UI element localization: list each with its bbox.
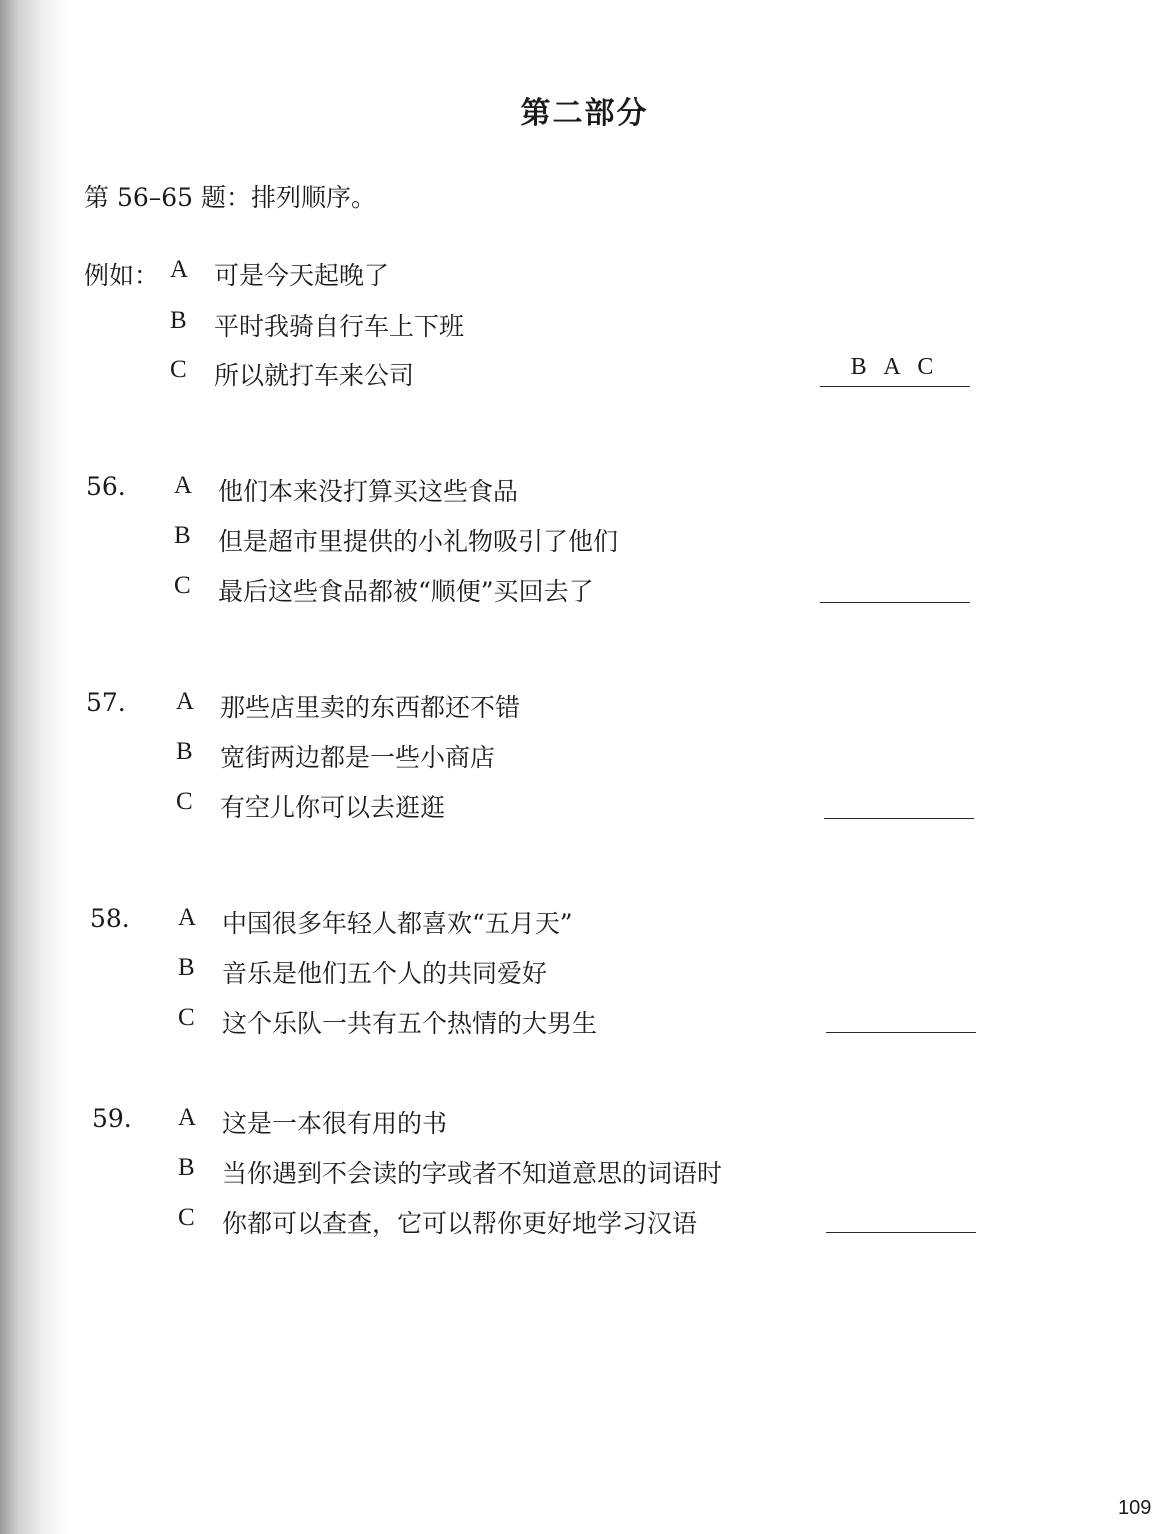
option-text: 但是超市里提供的小礼物吸引了他们 (218, 527, 619, 556)
answer-blank[interactable] (826, 1232, 976, 1233)
option-text: 他们本来没打算买这些食品 (218, 477, 519, 506)
option-letter: B (174, 522, 191, 549)
option-text: 最后这些食品都被“顺便”买回去了 (218, 577, 594, 606)
option-letter: C (178, 1004, 195, 1031)
page-number: 109 (1118, 1497, 1152, 1519)
option-letter: C (174, 572, 191, 599)
answer-blank[interactable] (824, 818, 974, 819)
option-text: 宽街两边都是一些小商店 (220, 743, 496, 772)
example-label: 例如： (84, 261, 160, 290)
question-number: 56. (86, 472, 126, 501)
option-text: 你都可以查查，它可以帮你更好地学习汉语 (222, 1209, 698, 1238)
option-text: 所以就打车来公司 (214, 361, 415, 390)
question-57 (0, 688, 1169, 838)
option-letter: C (176, 788, 193, 815)
answer-blank[interactable] (826, 1032, 976, 1033)
instruction-text: 第 56–65 题：排列顺序。 (84, 183, 377, 212)
option-text: 当你遇到不会读的字或者不知道意思的词语时 (222, 1159, 723, 1188)
example-block (0, 256, 1169, 406)
question-56 (0, 472, 1169, 622)
option-letter: B (178, 954, 195, 981)
answer-blank[interactable] (820, 602, 970, 603)
option-letter: B (170, 307, 187, 334)
option-text: 有空儿你可以去逛逛 (220, 793, 446, 822)
option-letter: B (176, 738, 193, 765)
option-text: 这个乐队一共有五个热情的大男生 (222, 1009, 598, 1038)
question-58 (0, 904, 1169, 1054)
option-text: 那些店里卖的东西都还不错 (220, 693, 521, 722)
question-number: 57. (86, 688, 126, 717)
question-number: 58. (90, 904, 130, 933)
option-letter: C (178, 1204, 195, 1231)
option-letter: A (170, 256, 189, 283)
option-text: 音乐是他们五个人的共同爱好 (222, 959, 548, 988)
example-answer: B A C (850, 354, 940, 380)
option-letter: A (176, 688, 195, 715)
section-title: 第二部分 (520, 96, 649, 131)
option-text: 可是今天起晚了 (214, 261, 390, 290)
option-text: 平时我骑自行车上下班 (214, 312, 465, 341)
question-number: 59. (92, 1104, 132, 1133)
option-letter: C (170, 356, 187, 383)
option-letter: A (178, 904, 197, 931)
option-text: 中国很多年轻人都喜欢“五月天” (222, 909, 573, 938)
option-letter: A (174, 472, 193, 499)
option-letter: A (178, 1104, 197, 1131)
option-letter: B (178, 1154, 195, 1181)
option-text: 这是一本很有用的书 (222, 1109, 448, 1138)
question-59 (0, 1104, 1169, 1254)
example-answer-line (820, 386, 970, 387)
